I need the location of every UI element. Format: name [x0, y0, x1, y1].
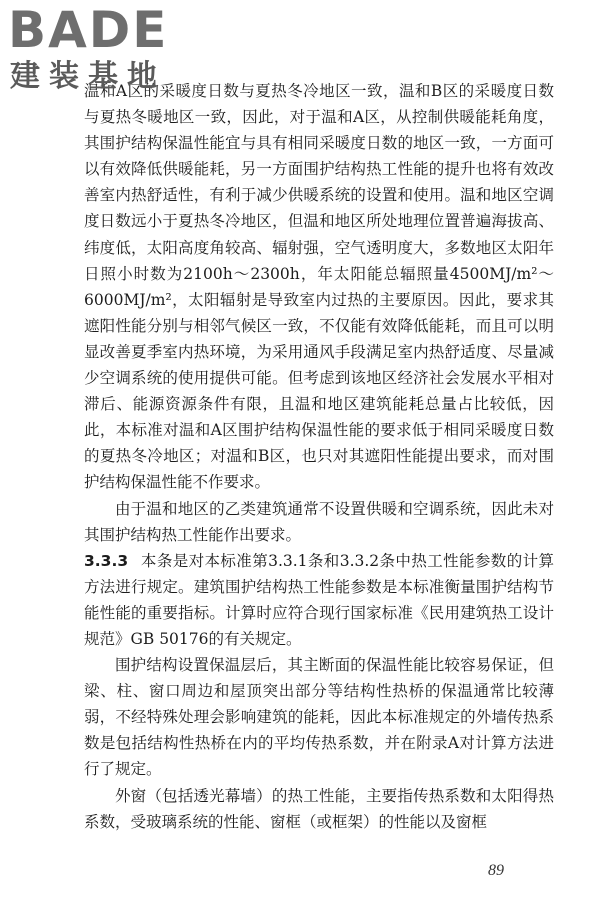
body-paragraph: 围护结构设置保温层后，其主断面的保温性能比较容易保证，但梁、柱、窗口周边和屋顶突出部分等结构性热桥的保温通常比较薄弱，不经特殊处理会影响建筑的能耗，因此本标准规定的外墙传热系数是包括结构性热桥在内的平均传热系数，并在附录A对计算方法进行了规定。: [84, 656, 554, 779]
watermark-brand: BADE: [8, 1, 169, 59]
clause-number: 3.3.3: [84, 551, 129, 570]
body-paragraph: 由于温和地区的乙类建筑通常不设置供暖和空调系统，因此未对其围护结构热工性能作出要求。: [84, 499, 554, 544]
body-paragraph-continued: 温和A区的采暖度日数与夏热冬冷地区一致，温和B区的采暖度日数与夏热冬暖地区一致，因此，对于温和A区，从控制供暖能耗角度，其围护结构保温性能宜与具有相同采暖度日数的地区一致，一方面可以有效降低供暖能耗，另一方面围护结构热工性能的提升也将有效改善室内热舒适性，有利于减少供暖系统的设置和使用。温和地区空调度日数远小于夏热冬冷地区，但温和地区所处地理位置普遍海拔高、纬度低，太阳高度角较高、辐射强，空气透明度大，多数地区太阳年日照小时数为2100h～2300h，年太阳能总辐照量4500MJ/m²～6000MJ/m²，太阳辐射是导致室内过热的主要原因。因此，要求其遮阳性能分别与相邻气候区一致，不仅能有效降低能耗，而且可以明显改善夏季室内热环境，为采用通风手段满足室内热舒适度、尽量减少空调系统的使用提供可能。但考虑到该地区经济社会发展水平相对滞后、能源资源条件有限，且温和地区建筑能耗总量占比较低，因此，本标准对温和A区围护结构保温性能的要求低于相同采暖度日数的夏热冬冷地区；对温和B区，也只对其遮阳性能提出要求，而对围护结构保温性能不作要求。: [84, 82, 554, 492]
watermark-subtitle: 建装基地: [10, 59, 166, 94]
clause-text: 本条是对本标准第3.3.1条和3.3.2条中热工性能参数的计算方法进行规定。建筑围护结构热工性能参数是本标准衡量围护结构节能性能的重要指标。计算时应符合现行国家标准《民用建筑热工设计规范》GB 50176的有关规定。: [84, 551, 554, 648]
page-body: [84, 78, 554, 835]
watermark-logo: [6, 2, 176, 98]
clause-paragraph: [84, 548, 554, 652]
body-paragraph: 外窗（包括透光幕墙）的热工性能，主要指传热系数和太阳得热系数，受玻璃系统的性能、窗框（或框架）的性能以及窗框: [84, 786, 554, 831]
page-number: 89: [488, 862, 504, 879]
